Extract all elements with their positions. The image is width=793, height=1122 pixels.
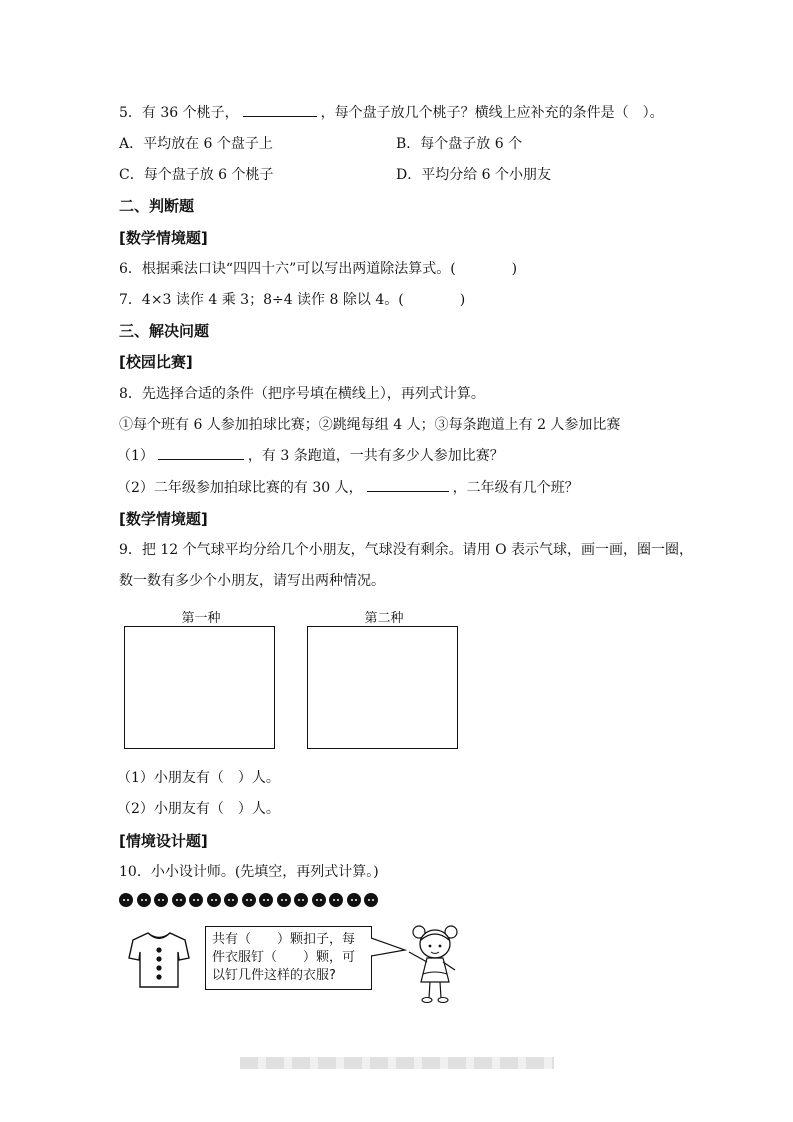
tag-math-situation-1: [数学情境题]	[119, 229, 208, 247]
button-icon	[137, 893, 151, 907]
bubble-line-1: 共有（ ）颗扣子，每	[212, 932, 356, 947]
q8-sub2-blank[interactable]	[367, 479, 449, 492]
button-icon	[329, 893, 343, 907]
q6: 6．根据乘法口诀“四四十六”可以写出两道除法算式。( )	[119, 261, 518, 277]
section-2-title: 二、判断题	[119, 197, 195, 215]
q10-stem: 10．小小设计师。(先填空，再列式计算。)	[119, 864, 379, 880]
section-3-title: 三、解决问题	[119, 322, 210, 340]
button-icon	[312, 893, 326, 907]
q9-answer-2: （2）小朋友有（ ）人。	[117, 801, 280, 817]
tag-campus-contest: [校园比赛]	[119, 353, 193, 371]
q8-conditions: ①每个班有 6 人参加拍球比赛；②跳绳每组 4 人；③每条跑道上有 2 人参加比赛	[119, 417, 621, 433]
button-row	[119, 893, 378, 907]
q5-option-c[interactable]: C．每个盘子放 6 个桃子	[119, 167, 274, 183]
tag-math-situation-2: [数学情境题]	[119, 510, 208, 528]
q9-line1: 9．把 12 个气球平均分给几个小朋友，气球没有剩余。请用 O 表示气球，画一画，圈一圈，	[119, 542, 693, 558]
speech-bubble	[205, 926, 372, 990]
girl-icon	[405, 920, 467, 1006]
q7: 7．4×3 读作 4 乘 3；8÷4 读作 8 除以 4。( )	[119, 292, 466, 308]
bubble-line-3: 以钉几件这样的衣服?	[212, 968, 336, 983]
button-icon	[364, 893, 378, 907]
q5-stem: 5．有 36 个桃子， ，每个盘子放几个桃子？横线上应补充的条件是（ ）。	[119, 105, 664, 121]
button-icon	[119, 893, 133, 907]
q5-blank[interactable]	[243, 104, 317, 117]
drawing-box-1[interactable]	[124, 626, 275, 749]
button-icon	[277, 893, 291, 907]
button-icon	[294, 893, 308, 907]
shirt-icon	[128, 930, 190, 990]
q8-stem: 8．先选择合适的条件（把序号填在横线上），再列式计算。	[119, 386, 485, 402]
button-icon	[347, 893, 361, 907]
box1-label: 第一种	[181, 611, 221, 626]
drawing-box-2[interactable]	[307, 626, 458, 749]
bubble-line-2: 件衣服钉（ ）颗，可	[212, 950, 356, 965]
footer-watermark	[240, 1057, 554, 1069]
button-icon	[242, 893, 256, 907]
q5-option-a[interactable]: A．平均放在 6 个盘子上	[119, 136, 273, 152]
q9-answer-1: （1）小朋友有（ ）人。	[117, 770, 280, 786]
box2-label: 第二种	[364, 611, 404, 626]
button-icon	[259, 893, 273, 907]
q8-sub1: （1） ，有 3 条跑道，一共有多少人参加比赛？	[117, 448, 504, 464]
q8-sub1-blank[interactable]	[158, 447, 244, 460]
tag-design: [情境设计题]	[119, 832, 208, 850]
q5-option-b[interactable]: B．每个盘子放 6 个	[396, 136, 523, 152]
button-icon	[224, 893, 238, 907]
bubble-tail	[371, 936, 407, 966]
button-icon	[207, 893, 221, 907]
q5-option-d[interactable]: D．平均分给 6 个小朋友	[396, 167, 552, 183]
button-icon	[189, 893, 203, 907]
button-icon	[172, 893, 186, 907]
q8-sub2: （2）二年级参加拍球比赛的有 30 人， ，二年级有几个班？	[117, 480, 579, 496]
q9-line2: 数一数有多少个小朋友，请写出两种情况。	[119, 573, 385, 589]
button-icon	[154, 893, 168, 907]
